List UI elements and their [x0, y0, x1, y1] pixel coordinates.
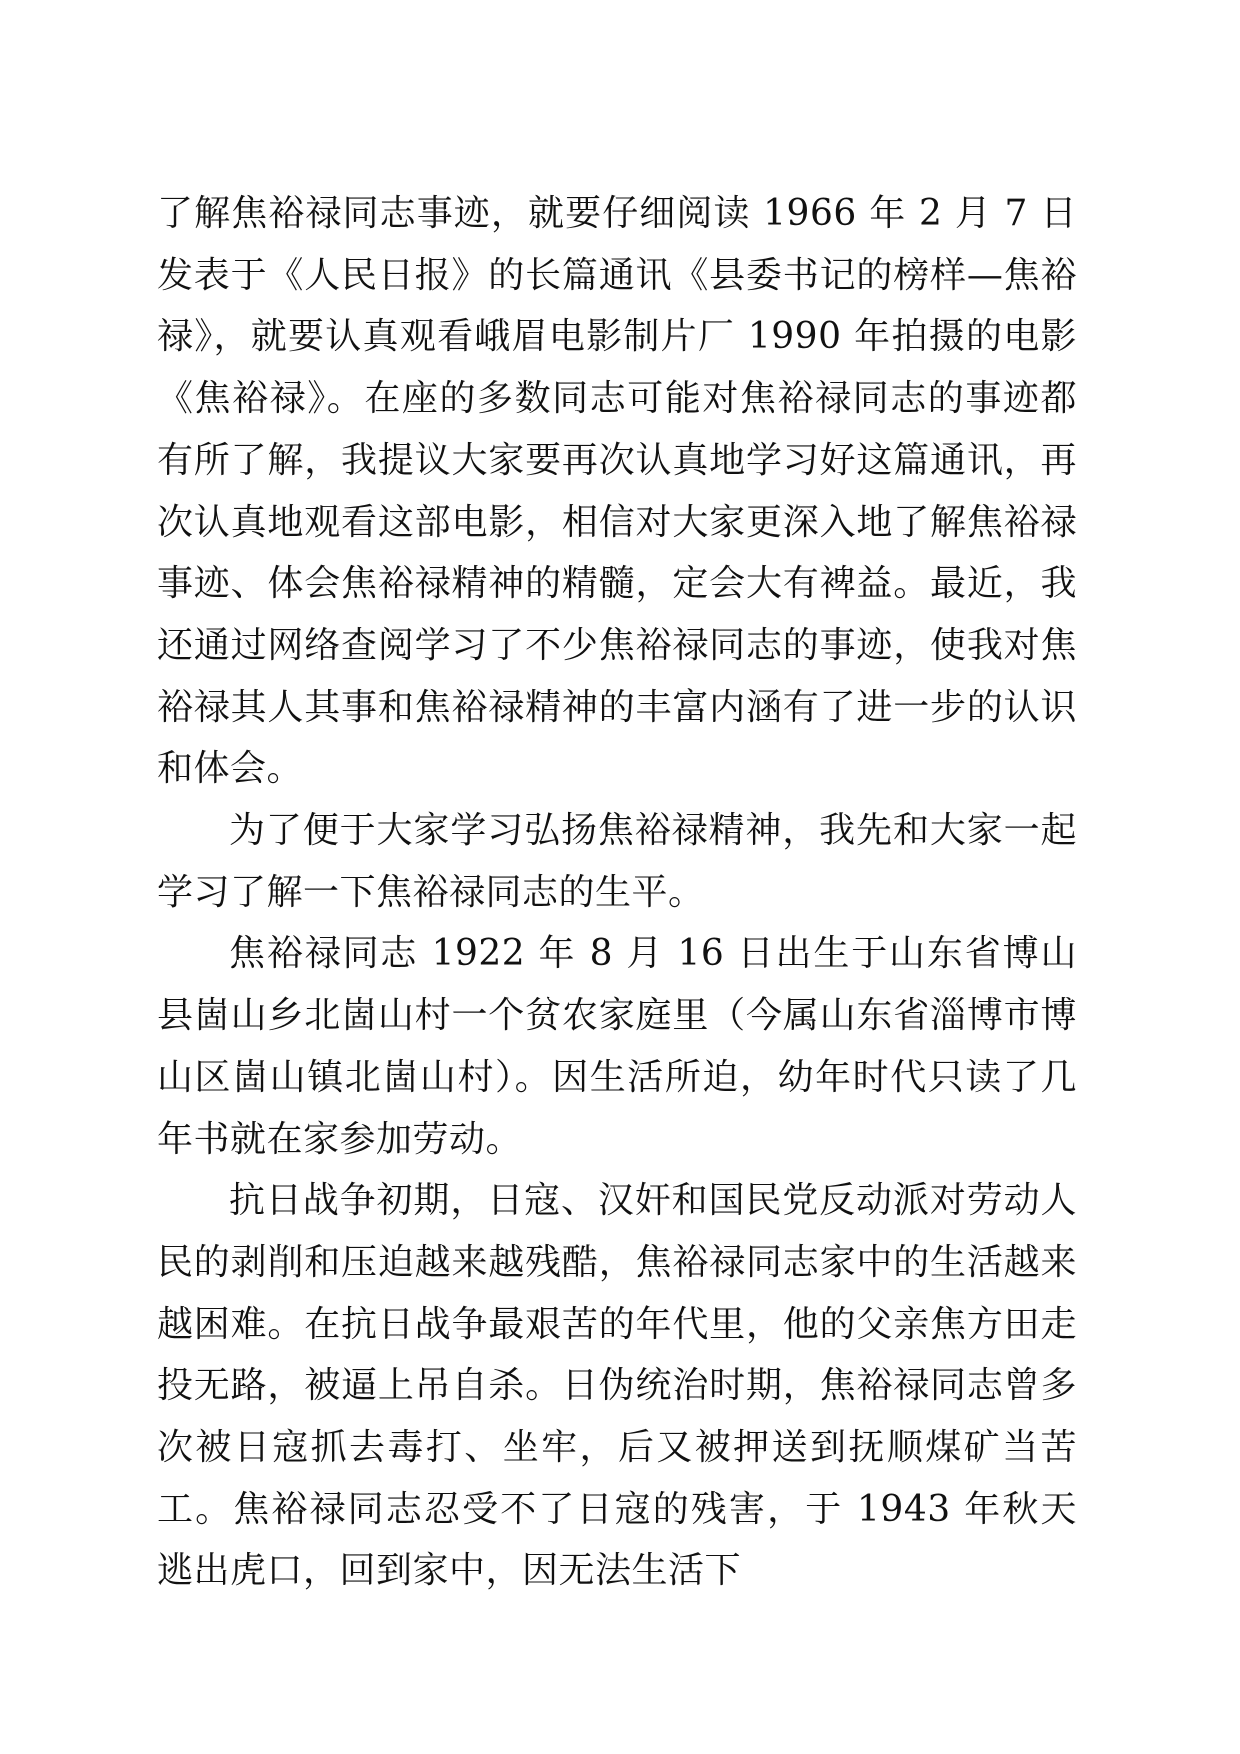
paragraph-continued: 了解焦裕禄同志事迹，就要仔细阅读 1966 年 2 月 7 日发表于《人民日报》的长篇通讯《县委书记的榜样—焦裕禄》，就要认真观看峨眉电影制片厂 1990 年拍摄的电影《焦裕禄》。在座的多数同志可能对焦裕禄同志的事迹都有所了解，我提议大家要再次认真地学习好这篇通讯，再次认真地观看这部电影，相信对大家更深入地了解焦裕禄事迹、体会焦裕禄精神的精髓，定会大有裨益。最近，我还通过网络查阅学习了不少焦裕禄同志的事迹，使我对焦裕禄其人其事和焦裕禄精神的丰富内涵有了进一步的认识和体会。 — [157, 193, 1077, 790]
paragraph: 抗日战争初期，日寇、汉奸和国民党反动派对劳动人民的剥削和压迫越来越残酷，焦裕禄同志家中的生活越来越困难。在抗日战争最艰苦的年代里，他的父亲焦方田走投无路，被逼上吊自杀。日伪统治时期，焦裕禄同志曾多次被日寇抓去毒打、坐牢，后又被押送到抚顺煤矿当苦工。焦裕禄同志忍受不了日寇的残害，于 1943 年秋天逃出虎口，回到家中，因无法生活下 — [157, 1180, 1077, 1592]
document-body — [157, 183, 1077, 1602]
paragraph: 焦裕禄同志 1922 年 8 月 16 日出生于山东省博山县崮山乡北崮山村一个贫农家庭里（今属山东省淄博市博山区崮山镇北崮山村）。因生活所迫，幼年时代只读了几年书就在家参加劳动。 — [157, 933, 1077, 1160]
paragraph: 为了便于大家学习弘扬焦裕禄精神，我先和大家一起学习了解一下焦裕禄同志的生平。 — [157, 810, 1077, 913]
